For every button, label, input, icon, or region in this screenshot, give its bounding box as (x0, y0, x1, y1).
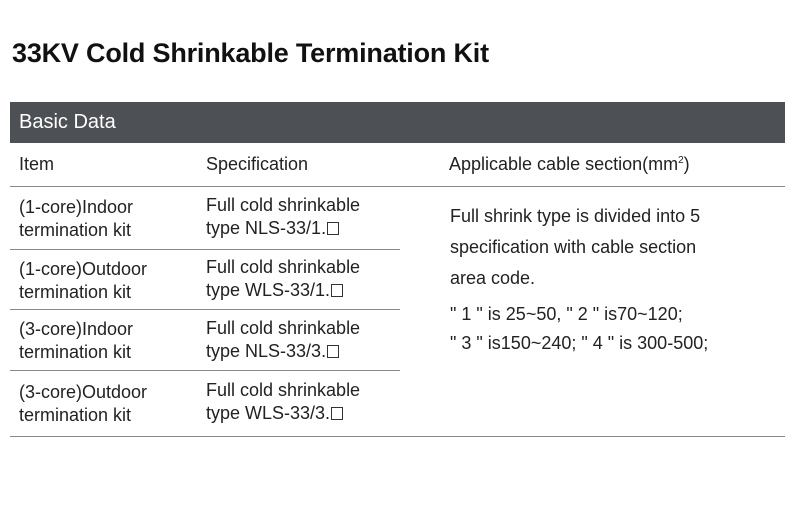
applicable-header-close: ) (683, 154, 690, 174)
row-4-item-line1: (3-core)Outdoor (19, 382, 148, 402)
section-header-band (10, 102, 785, 143)
row-2-spec-line1: Full cold shrinkable (206, 257, 361, 277)
row-3-spec (206, 317, 360, 363)
row-divider (10, 370, 400, 371)
row-2-item (19, 258, 147, 304)
applicable-header-text: Applicable cable section(mm (449, 154, 679, 174)
row-divider (10, 249, 400, 250)
row-4-item-line2: termination kit (19, 405, 132, 425)
area-codes-line2: " 3 " is150~240; " 4 " is 300-500; (450, 333, 709, 353)
header-divider (10, 186, 785, 187)
row-3-item-line2: termination kit (19, 342, 132, 362)
description-line1: Full shrink type is divided into 5 (450, 206, 701, 226)
description-line3: area code. (450, 268, 536, 288)
checkbox-placeholder-icon (327, 345, 339, 358)
area-codes-line1: " 1 " is 25~50, " 2 " is70~120; (450, 304, 683, 324)
row-3-spec-line1: Full cold shrinkable (206, 318, 361, 338)
column-header-specification: Specification (206, 154, 309, 174)
row-4-item (19, 381, 147, 427)
page-title: 33KV Cold Shrinkable Termination Kit (12, 38, 489, 68)
area-codes (450, 300, 708, 358)
checkbox-placeholder-icon (327, 222, 339, 235)
row-1-item (19, 196, 133, 242)
checkbox-placeholder-icon (331, 284, 343, 297)
description-line2: specification with cable section (450, 237, 697, 257)
row-4-spec-line1: Full cold shrinkable (206, 380, 361, 400)
checkbox-placeholder-icon (331, 407, 343, 420)
column-header-item: Item (19, 154, 55, 174)
row-3-spec-line2: type NLS-33/3. (206, 341, 327, 361)
table-bottom-border (10, 436, 785, 437)
row-4-spec-line2: type WLS-33/3. (206, 403, 331, 423)
row-3-item-line1: (3-core)Indoor (19, 319, 134, 339)
row-2-item-line2: termination kit (19, 282, 132, 302)
column-header-applicable-section (449, 154, 690, 175)
applicable-description (450, 201, 700, 294)
superscript-2: 2 (678, 155, 684, 166)
row-1-item-line1: (1-core)Indoor (19, 197, 134, 217)
row-1-spec-line2: type NLS-33/1. (206, 218, 327, 238)
section-title: Basic Data (19, 111, 116, 133)
row-4-spec (206, 379, 360, 425)
row-1-item-line2: termination kit (19, 220, 132, 240)
row-1-spec-line1: Full cold shrinkable (206, 195, 361, 215)
row-1-spec (206, 194, 360, 240)
row-2-item-line1: (1-core)Outdoor (19, 259, 148, 279)
row-2-spec (206, 256, 360, 302)
row-3-item (19, 318, 133, 364)
row-2-spec-line2: type WLS-33/1. (206, 280, 331, 300)
row-divider (10, 309, 400, 310)
